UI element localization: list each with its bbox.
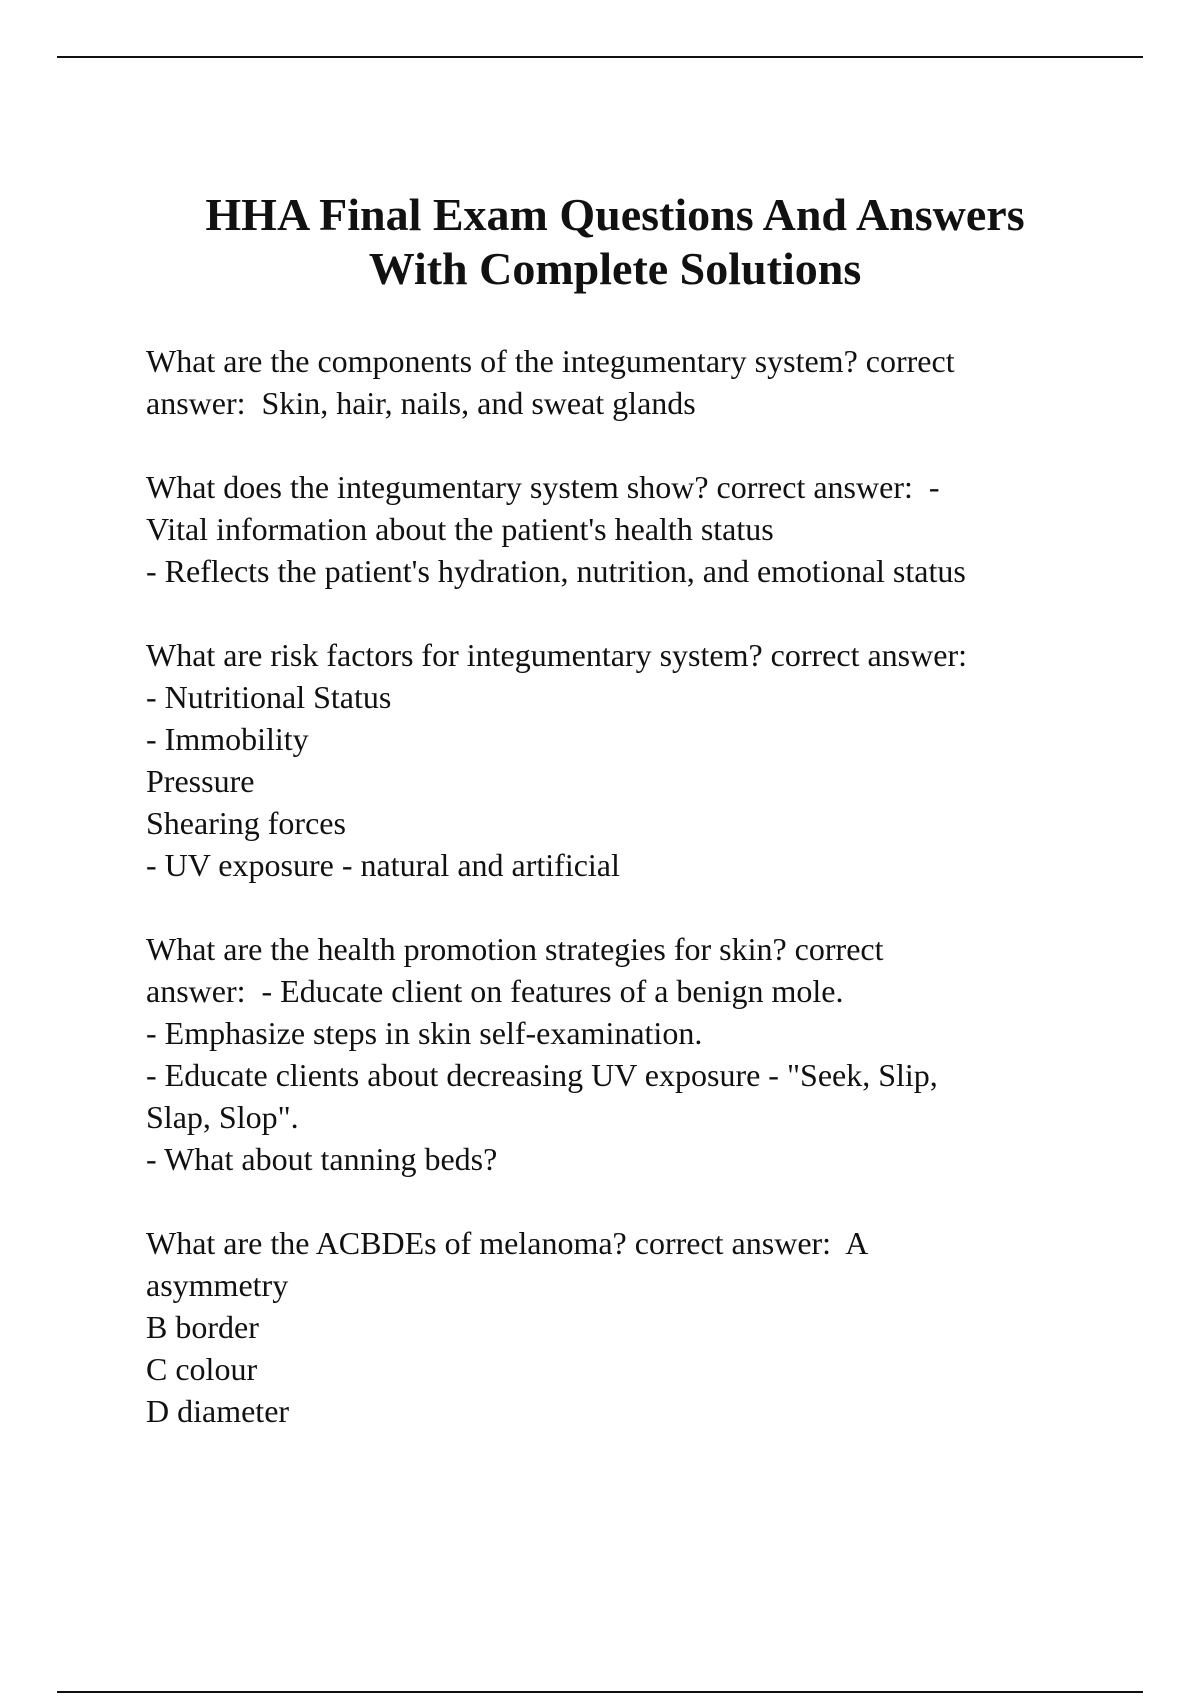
qa-line: What are the health promotion strategies for skin? correct	[146, 931, 884, 967]
qa-line: What are the ACBDEs of melanoma? correct answer: A	[146, 1225, 869, 1261]
title-line-2: With Complete Solutions	[368, 243, 862, 294]
qa-block-4	[146, 928, 1156, 1180]
qa-block-5	[146, 1222, 1156, 1432]
qa-block-1	[146, 340, 1156, 424]
qa-line: answer: - Educate client on features of a benign mole.	[146, 973, 844, 1009]
bottom-rule	[57, 1691, 1143, 1693]
qa-line: - UV exposure - natural and artificial	[146, 847, 620, 883]
qa-line: What are risk factors for integumentary system? correct answer:	[146, 637, 967, 673]
qa-line: answer: Skin, hair, nails, and sweat glands	[146, 385, 696, 421]
qa-line: asymmetry	[146, 1267, 289, 1303]
title-line-1: HHA Final Exam Questions And Answers	[205, 189, 1025, 240]
qa-line: Shearing forces	[146, 805, 346, 841]
qa-line: - Emphasize steps in skin self-examination.	[146, 1015, 703, 1051]
qa-line: Vital information about the patient's health status	[146, 511, 774, 547]
qa-line: - Nutritional Status	[146, 679, 392, 715]
qa-line: - What about tanning beds?	[146, 1141, 498, 1177]
qa-line: What does the integumentary system show? correct answer: -	[146, 469, 940, 505]
qa-line: - Educate clients about decreasing UV exposure - "Seek, Slip,	[146, 1057, 938, 1093]
qa-line: Pressure	[146, 763, 255, 799]
qa-line: - Reflects the patient's hydration, nutrition, and emotional status	[146, 553, 966, 589]
qa-line: B border	[146, 1309, 259, 1345]
qa-block-3	[146, 634, 1156, 886]
qa-line: - Immobility	[146, 721, 309, 757]
top-rule	[57, 56, 1143, 58]
qa-line: C colour	[146, 1351, 258, 1387]
document-title	[100, 188, 1130, 296]
qa-line: Slap, Slop".	[146, 1099, 299, 1135]
qa-line: What are the components of the integumentary system? correct	[146, 343, 955, 379]
qa-line: D diameter	[146, 1393, 290, 1429]
qa-block-2	[146, 466, 1156, 592]
qa-content	[146, 340, 1156, 1474]
